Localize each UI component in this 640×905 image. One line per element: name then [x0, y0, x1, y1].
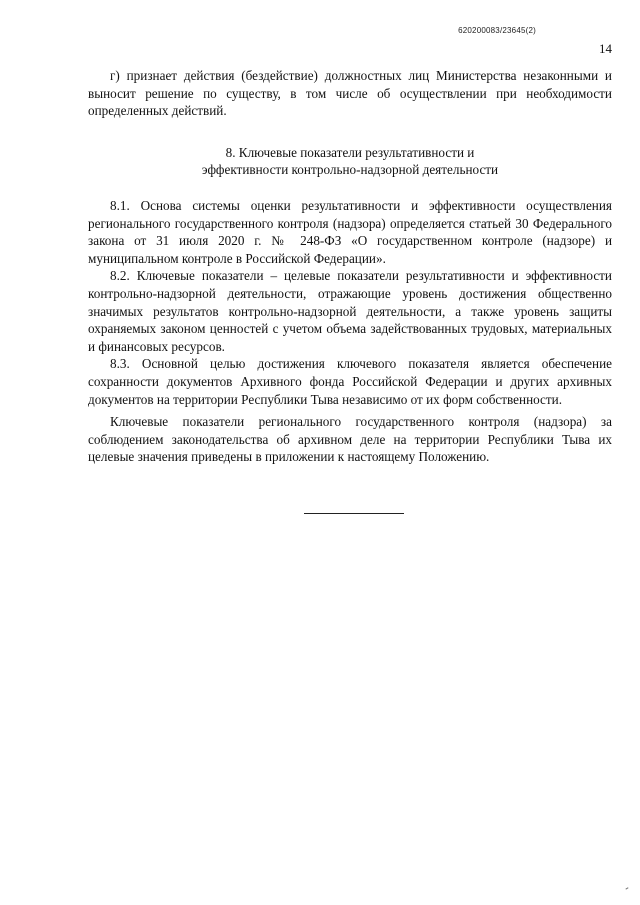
paragraph-g: г) признает действия (бездействие) должностных лиц Министерства незаконными и выносит решение по существу, в том числе об осуществлении при необходимости определенных действий. [88, 68, 612, 119]
paragraph-8-1: 8.1. Основа системы оценки результативности и эффективности осуществления регионального государственного контроля (надзора) определяется статьей 30 Федерального закона от 31 июля 2020 г. № 248-ФЗ «О государственном контроле (надзоре) и муниципальном контроле в Российской Федерации». [88, 197, 612, 266]
section-heading-line-2: эффективности контрольно-надзорной деятельности [201, 162, 499, 178]
document-code: 620200083/23645(2) [458, 26, 536, 35]
section-heading-line-1: 8. Ключевые показатели результативности и [225, 144, 475, 160]
paragraph-final: Ключевые показатели регионального государственного контроля (надзора) за соблюдением законодательства об архивном деле на территории Республики Тыва их целевые значения приведены в приложении к настоящему Положению. [88, 414, 612, 465]
paragraph-8-3: 8.3. Основной целью достижения ключевого показателя является обеспечение сохранности документов Архивного фонда Российской Федерации и других архивных документов на территории Республики Тыва независимо от их форм собственности. [88, 356, 612, 407]
page-number: 14 [599, 41, 612, 56]
corner-mark: ⁃ [622, 883, 633, 896]
section-heading [88, 144, 612, 179]
end-rule [304, 513, 404, 514]
paragraph-8-2: 8.2. Ключевые показатели – целевые показатели результативности и эффективности контрольно-надзорной деятельности, отражающие уровень достижения общественно значимых результатов контрольно-надзорной деятельности, а также уровень защиты охраняемых законом ценностей с учетом объема задействованных трудовых, материальных и финансовых ресурсов. [88, 268, 612, 354]
document-body [88, 67, 612, 466]
